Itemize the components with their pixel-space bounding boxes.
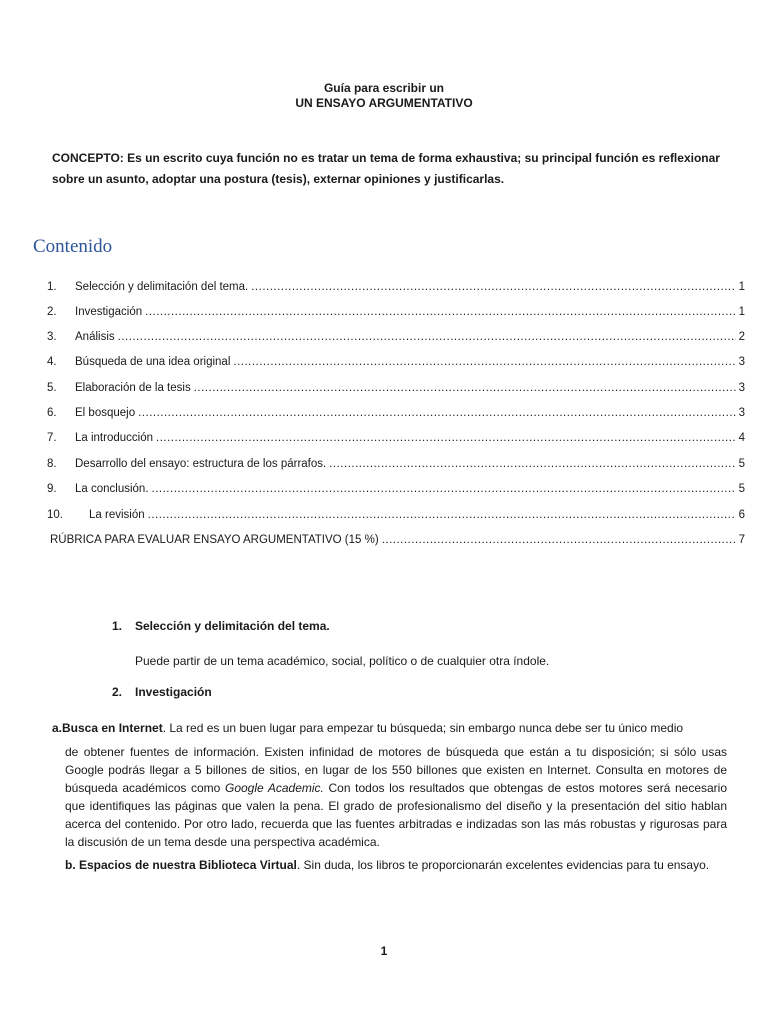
toc-leader-dots	[382, 534, 736, 546]
item-a-first-line	[52, 719, 742, 737]
item-a-text-part-2: Con todos los resultados que obtengas de estos motores será necesario que identifiques las páginas que valen la pena. El grado de profesionalismo del diseño y la presentación del sitio hablan acerca del contenido. Por otro lado, recuerda que las fuentes arbitradas e indizadas son las más robustas y rigurosas para la discusión de un tema desde una perspectiva académica.	[65, 781, 728, 849]
toc-leader-dots	[329, 458, 735, 470]
toc-entry[interactable]	[47, 407, 745, 423]
section-1-heading	[112, 619, 330, 633]
toc-entry-number: 6.	[47, 407, 57, 419]
toc-heading: Contenido	[33, 236, 113, 257]
toc-entry-label: La revisión	[89, 509, 145, 521]
item-a-label: a.Busca en Internet	[52, 721, 163, 735]
toc-entry-page: 3	[738, 407, 745, 419]
toc-entry-page: 3	[738, 356, 745, 368]
toc-entry[interactable]	[47, 509, 745, 525]
concept-label: CONCEPTO:	[52, 151, 124, 165]
item-a-body	[65, 743, 727, 851]
toc-leader-dots	[233, 356, 735, 368]
toc-entry[interactable]	[47, 432, 745, 448]
toc-entry-label: La introducción	[75, 432, 153, 444]
toc-entry-number: 5.	[47, 382, 57, 394]
toc-entry-label: El bosquejo	[75, 407, 136, 419]
toc-entry-label: Análisis	[75, 331, 115, 343]
toc-leader-dots	[138, 407, 735, 419]
toc-entry-label: Elaboración de la tesis	[75, 382, 191, 394]
toc-entry-page: 4	[738, 432, 745, 444]
document-title-line-2: UN ENSAYO ARGUMENTATIVO	[295, 96, 473, 110]
item-b-paragraph	[65, 856, 755, 874]
section-1-body: Puede partir de un tema académico, social, político o de cualquier otra índole.	[135, 654, 550, 668]
toc-entry[interactable]	[47, 356, 745, 372]
item-a-italic-text: Google Academic.	[224, 781, 324, 795]
toc-entry-label: La conclusión.	[75, 483, 149, 495]
toc-entry-number: 7.	[47, 432, 57, 444]
toc-leader-dots	[145, 306, 735, 318]
toc-entry-page: 2	[738, 331, 745, 343]
toc-entry[interactable]	[47, 483, 745, 499]
concept-text: Es un escrito cuya función no es tratar un tema de forma exhaustiva; su principal función es reflexionar sobre un asunto, adoptar una postura (tesis), externar opiniones y justificarlas.	[52, 151, 720, 186]
toc-entry-number: 9.	[47, 483, 57, 495]
section-number: 2.	[112, 685, 123, 699]
item-a-first-text: . La red es un buen lugar para empezar tu búsqueda; sin embargo nunca debe ser tu único medio	[162, 721, 684, 735]
toc-entry[interactable]	[47, 281, 745, 297]
toc-entry-number: 8.	[47, 458, 57, 470]
toc-entry-page: 1	[738, 306, 745, 318]
toc-entry-rubrica[interactable]	[50, 534, 745, 550]
toc-leader-dots	[118, 331, 736, 343]
section-number: 1.	[112, 619, 123, 633]
concept-paragraph	[52, 148, 722, 190]
toc-leader-dots	[156, 432, 736, 444]
toc-entry[interactable]	[47, 382, 745, 398]
toc-entry-label: RÚBRICA PARA EVALUAR ENSAYO ARGUMENTATIVO (15 %)	[50, 534, 379, 546]
toc-entry-label: Investigación	[75, 306, 143, 318]
section-title: Investigación	[135, 685, 212, 699]
document-title-line-1: Guía para escribir un	[323, 81, 445, 95]
item-a-text-part-1: de obtener fuentes de información. Existen infinidad de motores de búsqueda que están a tu disposición; si sólo usas Google podrás llegar a 5 billones de sitios, en lugar de los 550 billones que existen en Internet. Consulta en motores de búsqueda académicos como	[65, 745, 727, 795]
toc-leader-dots	[148, 509, 736, 521]
toc-entry-page: 7	[738, 534, 745, 546]
toc-leader-dots	[152, 483, 736, 495]
toc-entry-number: 2.	[47, 306, 57, 318]
item-b-text: . Sin duda, los libros te proporcionarán excelentes evidencias para tu ensayo.	[296, 858, 710, 872]
toc-entry-page: 3	[738, 382, 745, 394]
toc-entry-number: 3.	[47, 331, 57, 343]
section-title: Selección y delimitación del tema.	[135, 619, 330, 633]
toc-entry[interactable]	[47, 331, 745, 347]
toc-leader-dots	[251, 281, 735, 293]
toc-entry[interactable]	[47, 306, 745, 322]
toc-entry-number: 4.	[47, 356, 57, 368]
toc-entry-page: 1	[738, 281, 745, 293]
toc-entry-label: Selección y delimitación del tema.	[75, 281, 249, 293]
page-number: 1	[380, 944, 388, 958]
section-2-heading	[112, 685, 212, 699]
item-b-label: b. Espacios de nuestra Biblioteca Virtual	[65, 858, 297, 872]
toc-entry-label: Desarrollo del ensayo: estructura de los párrafos.	[75, 458, 327, 470]
toc-entry-page: 5	[738, 483, 745, 495]
toc-entry-number: 1.	[47, 281, 57, 293]
toc-entry[interactable]	[47, 458, 745, 474]
toc-leader-dots	[194, 382, 736, 394]
toc-entry-label: Búsqueda de una idea original	[75, 356, 231, 368]
toc-entry-number: 10.	[47, 509, 63, 521]
toc-entry-page: 5	[738, 458, 745, 470]
toc-entry-page: 6	[738, 509, 745, 521]
